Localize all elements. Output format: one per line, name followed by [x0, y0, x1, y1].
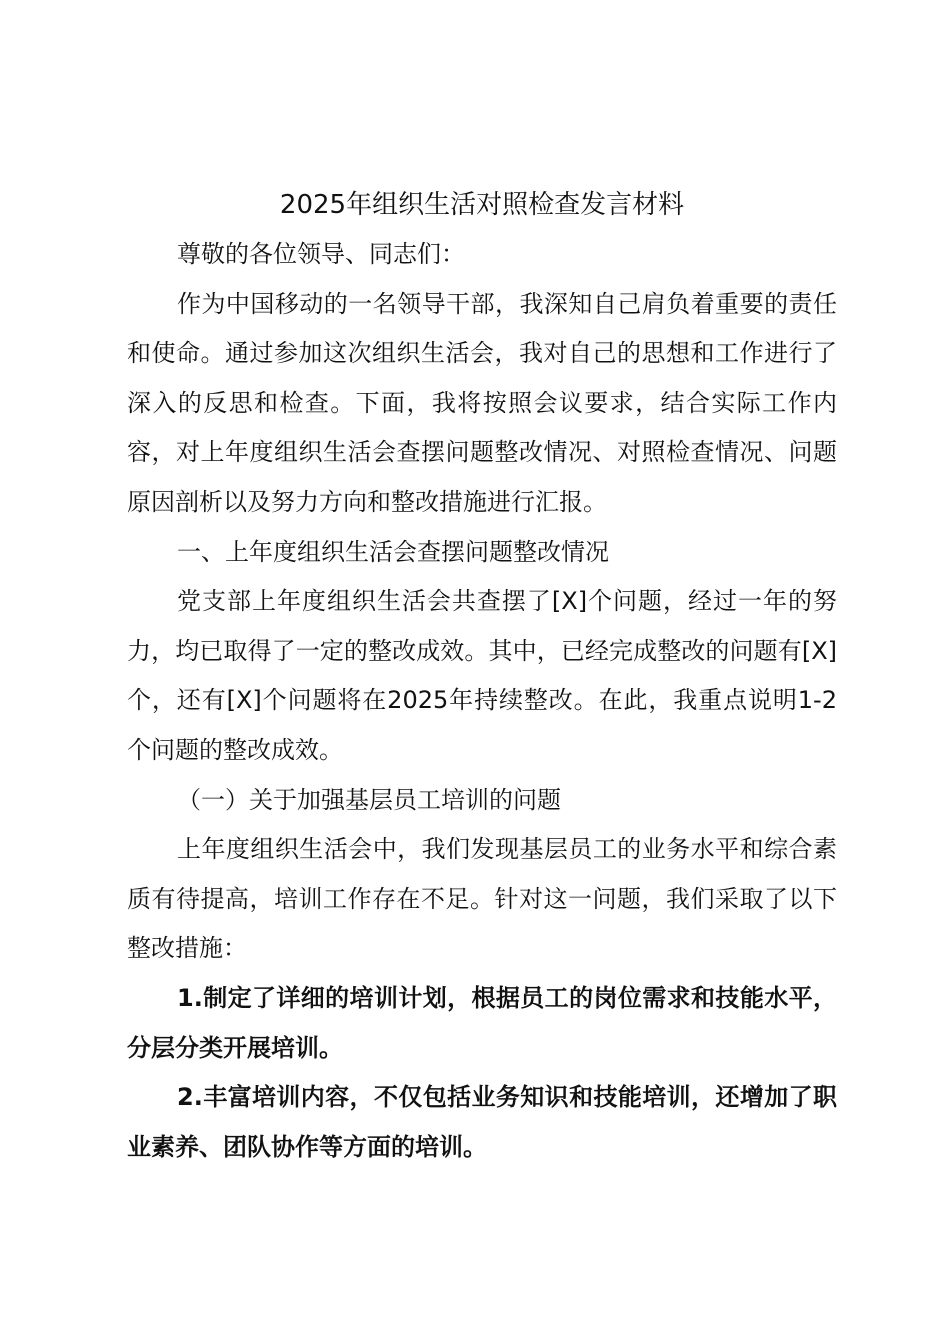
- document-title: 2025年组织生活对照检查发言材料: [279, 190, 685, 220]
- measure-item-1: 1.制定了详细的培训计划，根据员工的岗位需求和技能水平，分层分类开展培训。: [127, 983, 837, 1062]
- document-body: [127, 180, 837, 1172]
- measure-item-2: 2.丰富培训内容，不仅包括业务知识和技能培训，还增加了职业素养、团队协作等方面的培训。: [127, 1083, 837, 1161]
- greeting: 尊敬的各位领导、同志们：: [177, 240, 465, 268]
- subsection-heading-1: （一）关于加强基层员工培训的问题: [177, 785, 561, 814]
- section-heading-1: 一、上年度组织生活会查摆问题整改情况: [177, 537, 609, 566]
- paragraph-intro: 作为中国移动的一名领导干部，我深知自己肩负着重要的责任和使命。通过参加这次组织生活会，我对自己的思想和工作进行了深入的反思和检查。下面，我将按照会议要求，结合实际工作内容，对上年度组织生活会查摆问题整改情况、对照检查情况、问题原因剖析以及努力方向和整改措施进行汇报。: [127, 289, 837, 516]
- paragraph-rectification-summary: 党支部上年度组织生活会共查摆了[X]个问题，经过一年的努力，均已取得了一定的整改成效。其中，已经完成整改的问题有[X]个，还有[X]个问题将在2025年持续整改。在此，我重点说明1-2个问题的整改成效。: [127, 587, 837, 764]
- paragraph-training-issue: 上年度组织生活会中，我们发现基层员工的业务水平和综合素质有待提高，培训工作存在不足。针对这一问题，我们采取了以下整改措施：: [127, 835, 837, 963]
